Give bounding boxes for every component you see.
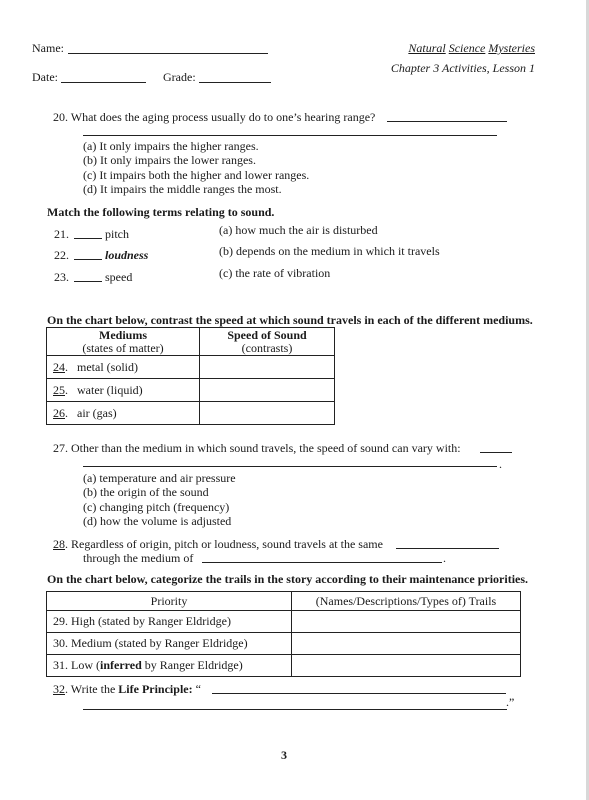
q28-blank-1[interactable] — [396, 548, 499, 549]
mediums-header: Mediums (states of matter) — [47, 328, 200, 356]
q27-answer-line[interactable] — [83, 466, 497, 467]
q27-option-b: (b) the origin of the sound — [83, 485, 209, 499]
q28-blank-2[interactable] — [202, 562, 442, 563]
q27-answer-blank[interactable] — [480, 452, 512, 453]
priority-medium: 30. Medium (stated by Ranger Eldridge) — [47, 633, 292, 655]
speed-of-sound-table — [46, 327, 335, 425]
date-label: Date: — [32, 70, 58, 84]
q28-text2: through the medium of — [83, 551, 194, 565]
medium-row-air: 26. air (gas) — [47, 402, 200, 425]
trail-priority-table — [46, 591, 521, 677]
match-22-blank[interactable] — [74, 259, 102, 260]
match-heading: Match the following terms relating to sound. — [47, 205, 275, 219]
q32-close-quote: .” — [506, 695, 515, 709]
trails-cell-high[interactable] — [292, 611, 521, 633]
medium-row-metal: 24. metal (solid) — [47, 356, 200, 379]
match-def-c: (c) the rate of vibration — [219, 266, 331, 280]
chart1-instruction: On the chart below, contrast the speed at which sound travels in each of the different mediums. — [47, 313, 533, 327]
grade-blank[interactable] — [199, 82, 271, 83]
match-23-num: 23. — [54, 270, 69, 284]
q27-option-a: (a) temperature and air pressure — [83, 471, 236, 485]
q20-option-c: (c) It impairs both the higher and lower ranges. — [83, 168, 310, 182]
q32-blank-1[interactable] — [212, 693, 506, 694]
q27-option-d: (d) how the volume is adjusted — [83, 514, 232, 528]
name-blank[interactable] — [68, 53, 268, 54]
medium-row-water: 25. water (liquid) — [47, 379, 200, 402]
speed-cell-air[interactable] — [200, 402, 335, 425]
book-title: Natural Science Mysteries — [408, 41, 535, 55]
match-21-num: 21. — [54, 227, 69, 241]
q32-blank-2[interactable] — [83, 709, 507, 710]
q20-answer-line[interactable] — [83, 135, 497, 136]
q20-option-d: (d) It impairs the middle ranges the most. — [83, 182, 282, 196]
name-label: Name: — [32, 41, 64, 55]
priority-header: Priority — [47, 592, 292, 611]
speed-cell-metal[interactable] — [200, 356, 335, 379]
match-21-blank[interactable] — [74, 238, 102, 239]
match-22-num: 22. — [54, 248, 69, 262]
chart2-instruction: On the chart below, categorize the trails in the story according to their maintenance priorities. — [47, 572, 529, 586]
match-22-term: loudness — [105, 248, 149, 262]
priority-low: 31. Low (inferred by Ranger Eldridge) — [47, 655, 292, 677]
trails-cell-medium[interactable] — [292, 633, 521, 655]
match-23-blank[interactable] — [74, 281, 102, 282]
q28-text: 28. Regardless of origin, pitch or loudness, sound travels at the same — [53, 537, 383, 551]
match-21-term: pitch — [105, 227, 129, 241]
q27-question: 27. Other than the medium in which sound travels, the speed of sound can vary with: — [53, 441, 461, 455]
match-def-a: (a) how much the air is disturbed — [219, 223, 378, 237]
page-number: 3 — [281, 748, 287, 762]
q20-option-a: (a) It only impairs the higher ranges. — [83, 139, 259, 153]
q20-answer-blank[interactable] — [387, 121, 507, 122]
trails-header: (Names/Descriptions/Types of) Trails — [292, 592, 521, 611]
q27-period: . — [499, 457, 502, 471]
q20-question: 20. What does the aging process usually do to one’s hearing range? — [53, 110, 376, 124]
q32-text: 32. Write the Life Principle: “ — [53, 682, 201, 696]
chapter-subtitle: Chapter 3 Activities, Lesson 1 — [390, 61, 535, 75]
grade-label: Grade: — [163, 70, 196, 84]
priority-high: 29. High (stated by Ranger Eldridge) — [47, 611, 292, 633]
speed-header: Speed of Sound (contrasts) — [200, 328, 335, 356]
q20-option-b: (b) It only impairs the lower ranges. — [83, 153, 256, 167]
trails-cell-low[interactable] — [292, 655, 521, 677]
q27-option-c: (c) changing pitch (frequency) — [83, 500, 230, 514]
match-23-term: speed — [105, 270, 133, 284]
match-def-b: (b) depends on the medium in which it travels — [219, 244, 440, 258]
speed-cell-water[interactable] — [200, 379, 335, 402]
date-blank[interactable] — [61, 82, 146, 83]
q28-period: . — [443, 551, 446, 565]
